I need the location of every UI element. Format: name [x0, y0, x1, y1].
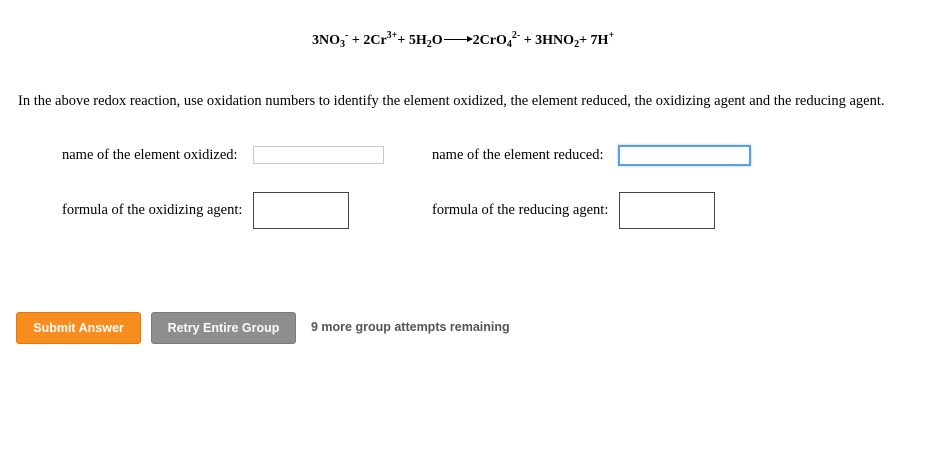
- plus-sign: +: [397, 33, 409, 48]
- term-chromium-charge: 3+: [386, 30, 398, 41]
- attempts-remaining-text: 9 more group attempts remaining: [311, 320, 510, 334]
- term-hydrogen-charge: +: [608, 30, 615, 41]
- term-chromate-charge: 2-: [511, 30, 521, 41]
- term-chromium-ion: 2Cr: [363, 33, 387, 48]
- plus-sign: +: [579, 33, 591, 48]
- plus-sign: +: [520, 33, 536, 48]
- reduced-label: name of the element reduced:: [432, 147, 604, 163]
- reducing-agent-input[interactable]: [619, 192, 715, 229]
- oxidizing-agent-input[interactable]: [253, 192, 349, 229]
- term-chromate: 2CrO: [472, 33, 507, 48]
- submit-answer-button[interactable]: Submit Answer: [16, 312, 141, 344]
- term-chromate-subscript: 4: [506, 39, 512, 50]
- element-oxidized-input[interactable]: [253, 146, 384, 164]
- term-nitrate-subscript: 3: [340, 39, 345, 50]
- question-instructions: In the above redox reaction, use oxidation numbers to identify the element oxidized, the element reduced, the oxidizing agent and the reducing agent.: [18, 93, 885, 109]
- term-nitrate: 3NO: [312, 33, 340, 48]
- reaction-arrow-icon: [444, 39, 472, 40]
- retry-group-button[interactable]: Retry Entire Group: [151, 312, 296, 344]
- term-nitrate-charge: -: [345, 30, 349, 41]
- term-nitrous-acid: 3HNO: [535, 33, 575, 48]
- oxidizing-agent-label: formula of the oxidizing agent:: [62, 202, 243, 218]
- oxidized-label: name of the element oxidized:: [62, 147, 238, 163]
- reaction-equation: [312, 30, 615, 50]
- term-water-tail: O: [431, 33, 443, 48]
- term-water: 5H: [408, 33, 427, 48]
- reducing-agent-label: formula of the reducing agent:: [432, 202, 609, 218]
- term-hydrogen-ion: 7H: [590, 33, 609, 48]
- element-reduced-input[interactable]: [618, 145, 751, 166]
- term-water-subscript: 2: [426, 39, 432, 50]
- term-nitrous-acid-subscript: 2: [574, 39, 580, 50]
- plus-sign: +: [348, 33, 364, 48]
